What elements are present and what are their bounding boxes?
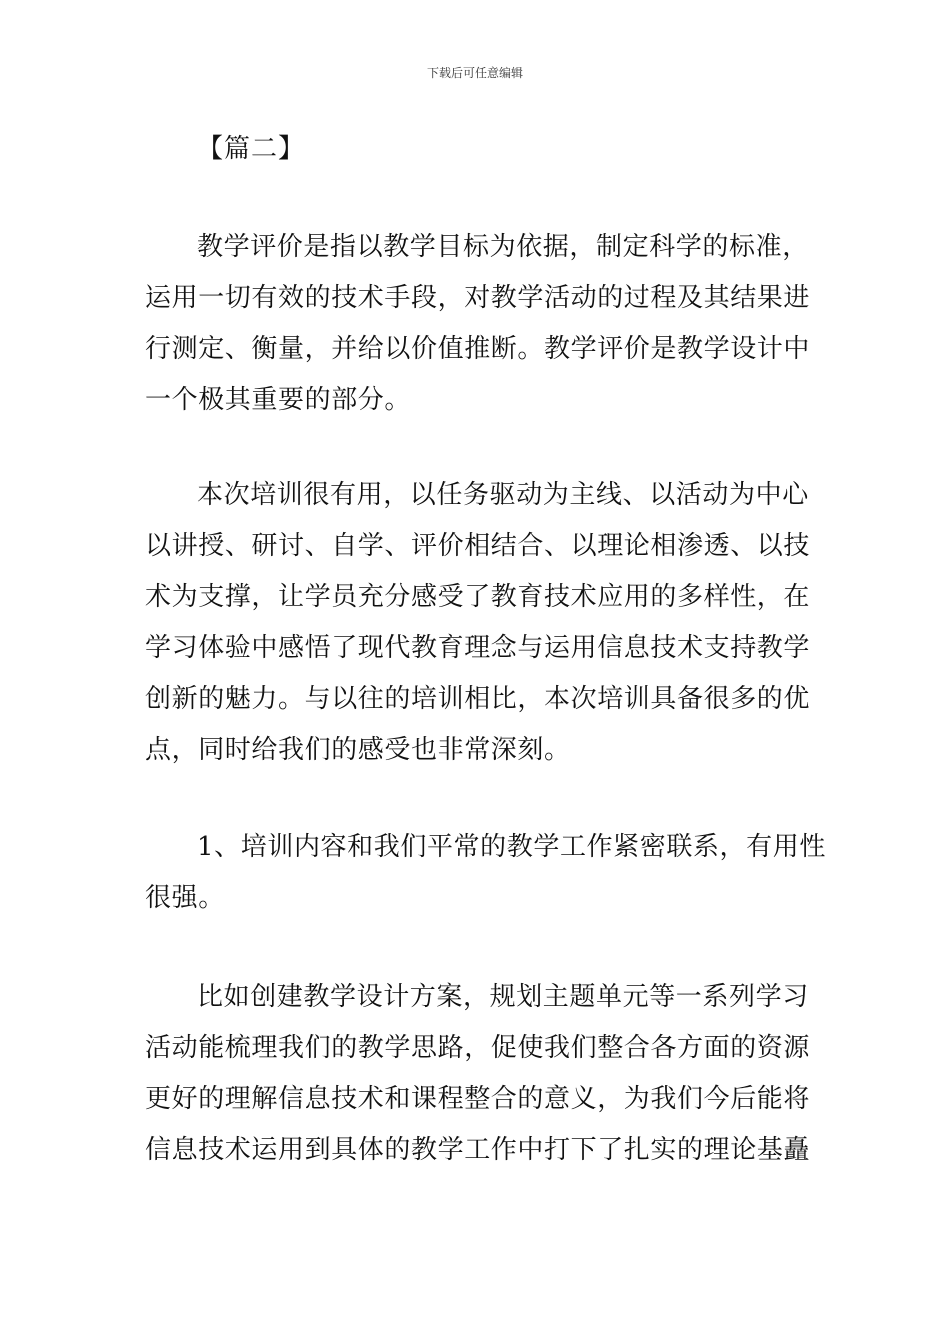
paragraph-point-one — [145, 822, 826, 924]
paragraph-example — [145, 972, 815, 1176]
paragraph-line: 运用一切有效的技术手段，对教学活动的过程及其结果进 — [145, 283, 811, 313]
paragraph-line: 术为支撑，让学员充分感受了教育技术应用的多样性，在 — [145, 582, 811, 612]
paragraph-line: 行测定、衡量，并给以价值推断。教学评价是教学设计中 — [145, 334, 811, 364]
header-note: 下载后可任意编辑 — [426, 66, 523, 80]
paragraph-line: 活动能梳理我们的教学思路，促使我们整合各方面的资源 — [145, 1033, 811, 1063]
paragraph-line: 很强。 — [145, 883, 225, 913]
paragraph-line: 点，同时给我们的感受也非常深刻。 — [145, 735, 571, 765]
paragraph-line: 教学评价是指以教学目标为依据，制定科学的标准， — [197, 232, 809, 262]
paragraph-line: 信息技术运用到具体的教学工作中打下了扎实的理论基矗 — [145, 1135, 811, 1165]
paragraph-line: 以讲授、研讨、自学、评价相结合、以理论相渗透、以技 — [145, 531, 811, 561]
paragraph-line: 更好的理解信息技术和课程整合的意义，为我们今后能将 — [145, 1084, 811, 1114]
paragraph-line: 一个极其重要的部分。 — [145, 385, 412, 415]
paragraph-line: 学习体验中感悟了现代教育理念与运用信息技术支持教学 — [145, 633, 811, 663]
paragraph-teaching-evaluation — [145, 222, 815, 426]
paragraph-line: 1、培训内容和我们平常的教学工作紧密联系，有用性 — [197, 832, 826, 862]
paragraph-line: 本次培训很有用，以任务驱动为主线、以活动为中心 — [197, 480, 809, 510]
paragraph-training-usefulness — [145, 470, 815, 776]
section-heading: 【篇二】 — [197, 134, 306, 164]
paragraph-line: 比如创建教学设计方案，规划主题单元等一系列学习 — [197, 982, 809, 1012]
paragraph-line: 创新的魅力。与以往的培训相比，本次培训具备很多的优 — [145, 684, 811, 714]
